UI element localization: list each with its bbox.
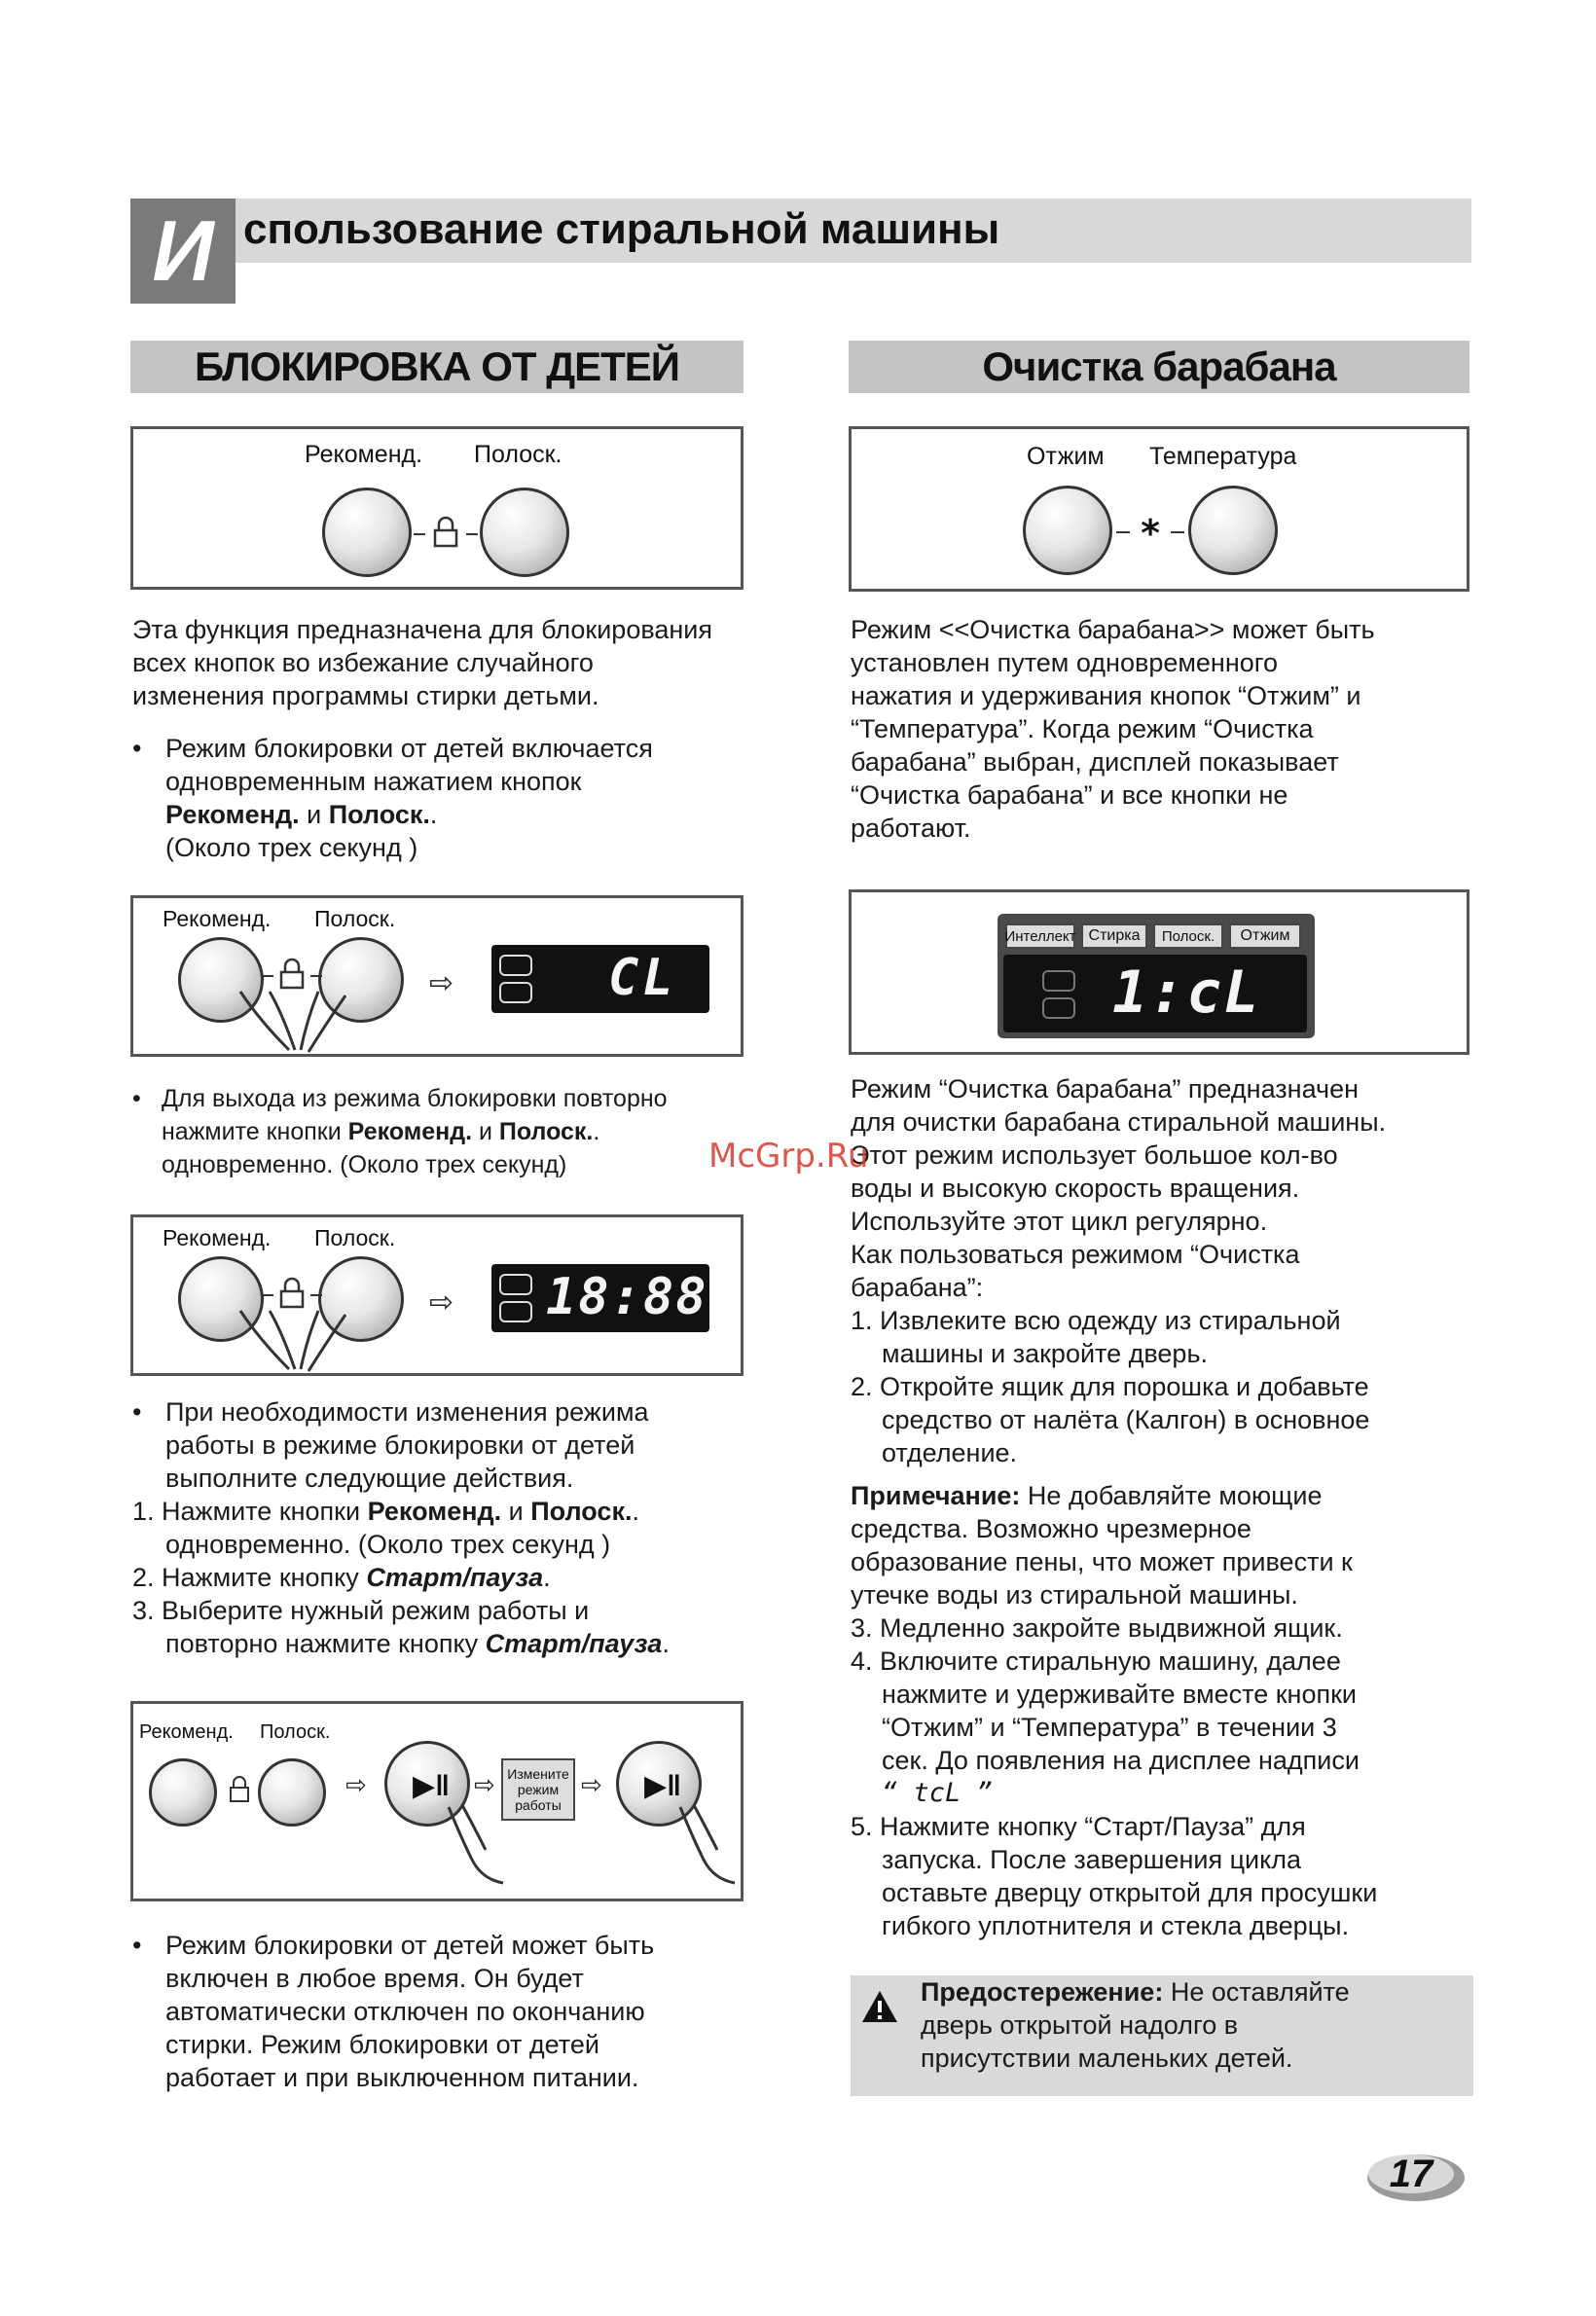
step-text: повторно нажмите кнопку xyxy=(165,1629,486,1658)
bullet-dot: • xyxy=(132,1931,142,1960)
caution-line: дверь открытой надолго в xyxy=(921,2010,1239,2040)
spin-icon xyxy=(499,1274,532,1295)
and-word: и xyxy=(501,1497,531,1526)
bold-start-pause: Старт/пауза xyxy=(366,1563,544,1592)
bullet-2-buttons xyxy=(162,1115,755,1148)
header-initial-letter: И xyxy=(152,202,214,299)
step-line: 1. Извлеките всю одежду из стиральной xyxy=(851,1306,1341,1335)
child-lock-panel xyxy=(130,426,744,590)
step-line: сек. До появления на дисплее надписи xyxy=(882,1746,1360,1775)
intro-line: Эта функция предназначена для блокирования xyxy=(132,615,713,644)
rinse-button[interactable] xyxy=(258,1758,326,1827)
step-line: машины и закройте дверь. xyxy=(882,1339,1209,1368)
body-line: Режим “Очистка барабана” предназначен xyxy=(851,1074,1359,1104)
display-code: 1:cL xyxy=(1112,959,1261,1027)
body-line: воды и высокую скорость вращения. xyxy=(851,1174,1300,1203)
step-1-line: одновременно. (Около трех секунд ) xyxy=(165,1530,611,1559)
bullet-dot: • xyxy=(132,1397,142,1427)
step-3-line-2 xyxy=(132,1627,765,1660)
bullet-dot: • xyxy=(132,734,142,763)
temperature-button-label: Температура xyxy=(1149,443,1297,470)
spin-icon xyxy=(499,955,532,976)
rinse-button[interactable] xyxy=(480,488,569,577)
tab-intellect: Интеллект xyxy=(1005,923,1075,949)
lock-off-panel xyxy=(130,1214,744,1376)
pressing-fingers-icon xyxy=(231,1301,357,1375)
page-title: спользование стиральной машины xyxy=(243,205,1000,253)
arrow-right-icon: ⇨ xyxy=(581,1770,602,1799)
intro-line: “Очистка барабана” и все кнопки не xyxy=(851,780,1288,810)
bullet-1-buttons xyxy=(165,798,755,831)
warning-icon xyxy=(860,1989,899,2024)
step-2 xyxy=(132,1561,765,1594)
dot: . xyxy=(593,1118,600,1145)
rinse-button-label: Полоск. xyxy=(260,1721,331,1743)
intro-line: Режим <<Очистка барабана>> может быть xyxy=(851,615,1375,644)
recommend-button-label: Рекоменд. xyxy=(305,441,423,468)
bullet-1 xyxy=(132,732,755,864)
star-icon xyxy=(1112,513,1188,552)
start-pause-icon xyxy=(499,1301,532,1322)
change-mode-panel xyxy=(130,1701,744,1901)
recommend-button-label: Рекоменд. xyxy=(163,1225,272,1250)
step-line: 4. Включите стиральную машину, далее xyxy=(851,1647,1341,1676)
recommend-button-label: Рекоменд. xyxy=(163,906,272,931)
step-line: запуска. После завершения цикла xyxy=(882,1845,1302,1874)
display-frame xyxy=(998,914,1315,1038)
step-text: 1. Нажмите кнопки xyxy=(132,1497,368,1526)
display-code-line: “ tcL ” xyxy=(882,1778,993,1808)
arrow-right-icon: ⇨ xyxy=(474,1770,495,1799)
play-pause-icon: ▶‖ xyxy=(644,1770,681,1802)
drum-clean-panel xyxy=(849,426,1469,592)
pre-text: нажмите кнопки xyxy=(162,1118,348,1145)
display-screen xyxy=(1003,955,1307,1032)
bullet-4-line: автоматически отключен по окончанию xyxy=(165,1997,645,2026)
bullet-4-line: работает и при выключенном питании. xyxy=(165,2063,639,2092)
bold-start-pause: Старт/пауза xyxy=(485,1629,663,1658)
step-line: отделение. xyxy=(882,1438,1018,1467)
child-lock-intro xyxy=(132,613,755,712)
bullet-4-line: включен в любое время. Он будет xyxy=(165,1964,584,1993)
rinse-button-label: Полоск. xyxy=(314,1225,396,1250)
intro-line: работают. xyxy=(851,814,971,843)
change-mode-tag: Измените режим работы xyxy=(501,1758,575,1821)
child-lock-section-title: БЛОКИРОВКА ОТ ДЕТЕЙ xyxy=(130,341,744,393)
caution-first-line xyxy=(921,1975,1466,2008)
bullet-1-line: (Около трех секунд ) xyxy=(165,833,418,862)
tab-spin: Отжим xyxy=(1229,923,1301,949)
arrow-right-icon: ⇨ xyxy=(429,1286,454,1319)
bullet-2-line: Для выхода из режима блокировки повторно xyxy=(162,1085,668,1112)
svg-text:*: * xyxy=(1141,513,1160,552)
intro-line: нажатия и удерживания кнопок “Отжим” и xyxy=(851,681,1361,710)
tab-wash: Стирка xyxy=(1081,923,1147,949)
drum-clean-section-title: Очистка барабана xyxy=(849,341,1469,393)
spin-button-label: Отжим xyxy=(1027,443,1105,470)
note-first-line xyxy=(851,1479,1473,1512)
arrow-right-icon: ⇨ xyxy=(345,1770,367,1799)
recommend-button[interactable] xyxy=(322,488,412,577)
bullet-3-line: выполните следующие действия. xyxy=(165,1464,574,1493)
pressing-finger-icon xyxy=(443,1801,511,1889)
drum-clean-steps xyxy=(851,1611,1473,1942)
drum-clean-intro xyxy=(851,613,1473,845)
page-number: 17 xyxy=(1389,2153,1433,2195)
drum-clean-body xyxy=(851,1072,1473,1469)
dot: . xyxy=(543,1563,551,1592)
step-line: 2. Откройте ящик для порошка и добавьте xyxy=(851,1372,1369,1401)
intro-line: “Температура”. Когда режим “Очистка xyxy=(851,714,1314,743)
display-screen xyxy=(491,945,709,1013)
step-line: оставьте дверцу открытой для просушки xyxy=(882,1878,1378,1907)
step-line: 5. Нажмите кнопку “Старт/Пауза” для xyxy=(851,1812,1306,1841)
pressing-fingers-icon xyxy=(231,982,357,1056)
start-pause-icon xyxy=(1042,997,1075,1019)
dot: . xyxy=(429,800,438,829)
step-3-line: 3. Выберите нужный режим работы и xyxy=(132,1596,590,1625)
pressing-finger-icon xyxy=(674,1801,743,1889)
bullet-1-line: одновременным нажатием кнопок xyxy=(165,767,582,796)
intro-line: всех кнопок во избежание случайного xyxy=(132,648,594,677)
bullet-3-line: При необходимости изменения режима xyxy=(165,1397,649,1427)
body-line: для очистки барабана стиральной машины. xyxy=(851,1107,1387,1137)
bullet-dot: • xyxy=(132,1085,141,1112)
bullet-3-line: работы в режиме блокировки от детей xyxy=(165,1430,635,1460)
caution-label: Предостережение: xyxy=(921,1977,1164,2007)
bold-recommend: Рекоменд. xyxy=(165,800,300,829)
dot: . xyxy=(662,1629,670,1658)
note-text: Не добавляйте моющие xyxy=(1020,1481,1323,1510)
body-line: барабана”: xyxy=(851,1273,984,1302)
bold-recommend: Рекоменд. xyxy=(367,1497,502,1526)
bold-rinse: Полоск. xyxy=(498,1118,594,1145)
body-line: Этот режим использует большое кол-во xyxy=(851,1140,1338,1170)
note-line: образование пены, что может привести к xyxy=(851,1547,1353,1576)
step-line: гибкого уплотнителя и стекла дверцы. xyxy=(882,1911,1350,1940)
bullet-4-line: стирки. Режим блокировки от детей xyxy=(165,2030,599,2059)
bold-recommend: Рекоменд. xyxy=(347,1118,473,1145)
caution-text-part: Не оставляйте xyxy=(1163,1977,1350,2007)
bullet-2-line: одновременно. (Около трех секунд) xyxy=(162,1151,567,1178)
bullet-3 xyxy=(132,1395,765,1660)
spin-button[interactable] xyxy=(1023,486,1112,575)
recommend-button-label: Рекоменд. xyxy=(139,1721,234,1743)
rinse-button-label: Полоск. xyxy=(474,441,562,468)
body-line: Как пользоваться режимом “Очистка xyxy=(851,1240,1300,1269)
rinse-button-label: Полоск. xyxy=(314,906,396,931)
bold-rinse: Полоск. xyxy=(530,1497,633,1526)
display-code: CL xyxy=(608,949,677,1007)
lock-icon xyxy=(412,515,480,554)
dot: . xyxy=(632,1497,639,1526)
and-word: и xyxy=(299,800,329,829)
spin-icon xyxy=(1042,970,1075,992)
temperature-button[interactable] xyxy=(1188,486,1278,575)
watermark: McGrp.Ru xyxy=(708,1137,869,1176)
note-line: утечке воды из стиральной машины. xyxy=(851,1580,1298,1610)
note-line: средства. Возможно чрезмерное xyxy=(851,1514,1251,1543)
bullet-4-line: Режим блокировки от детей может быть xyxy=(165,1931,655,1960)
note-label: Примечание: xyxy=(851,1481,1021,1510)
step-line: “Отжим” и “Температура” в течении 3 xyxy=(882,1713,1337,1742)
bullet-4 xyxy=(132,1929,765,2094)
lock-icon xyxy=(215,1774,264,1807)
tab-rinse: Полоск. xyxy=(1153,923,1223,949)
drum-clean-display-panel xyxy=(849,889,1469,1055)
step-line: 3. Медленно закройте выдвижной ящик. xyxy=(851,1613,1343,1643)
intro-line: барабана” выбран, дисплей показывает xyxy=(851,747,1339,777)
caution-text xyxy=(921,1975,1466,2075)
arrow-right-icon: ⇨ xyxy=(429,967,454,999)
lock-on-panel xyxy=(130,895,744,1057)
step-text: 2. Нажмите кнопку xyxy=(132,1563,367,1592)
caution-line: присутствии маленьких детей. xyxy=(921,2044,1293,2073)
bullet-1-line: Режим блокировки от детей включается xyxy=(165,734,653,763)
display-time: 18:88 xyxy=(546,1268,708,1326)
intro-line: установлен путем одновременного xyxy=(851,648,1279,677)
bullet-2 xyxy=(132,1082,755,1181)
display-screen xyxy=(491,1264,709,1332)
bold-rinse: Полоск. xyxy=(328,800,430,829)
intro-line: изменения программы стирки детьми. xyxy=(132,681,599,710)
start-pause-icon xyxy=(499,982,532,1003)
recommend-button[interactable] xyxy=(149,1758,217,1827)
play-pause-icon: ▶‖ xyxy=(413,1770,450,1802)
step-line: нажмите и удерживайте вместе кнопки xyxy=(882,1680,1358,1709)
note-block xyxy=(851,1479,1473,1611)
body-line: Используйте этот цикл регулярно. xyxy=(851,1207,1268,1236)
step-line: средство от налёта (Калгон) в основное xyxy=(882,1405,1370,1434)
step-1 xyxy=(132,1495,765,1528)
and-word: и xyxy=(472,1118,499,1145)
